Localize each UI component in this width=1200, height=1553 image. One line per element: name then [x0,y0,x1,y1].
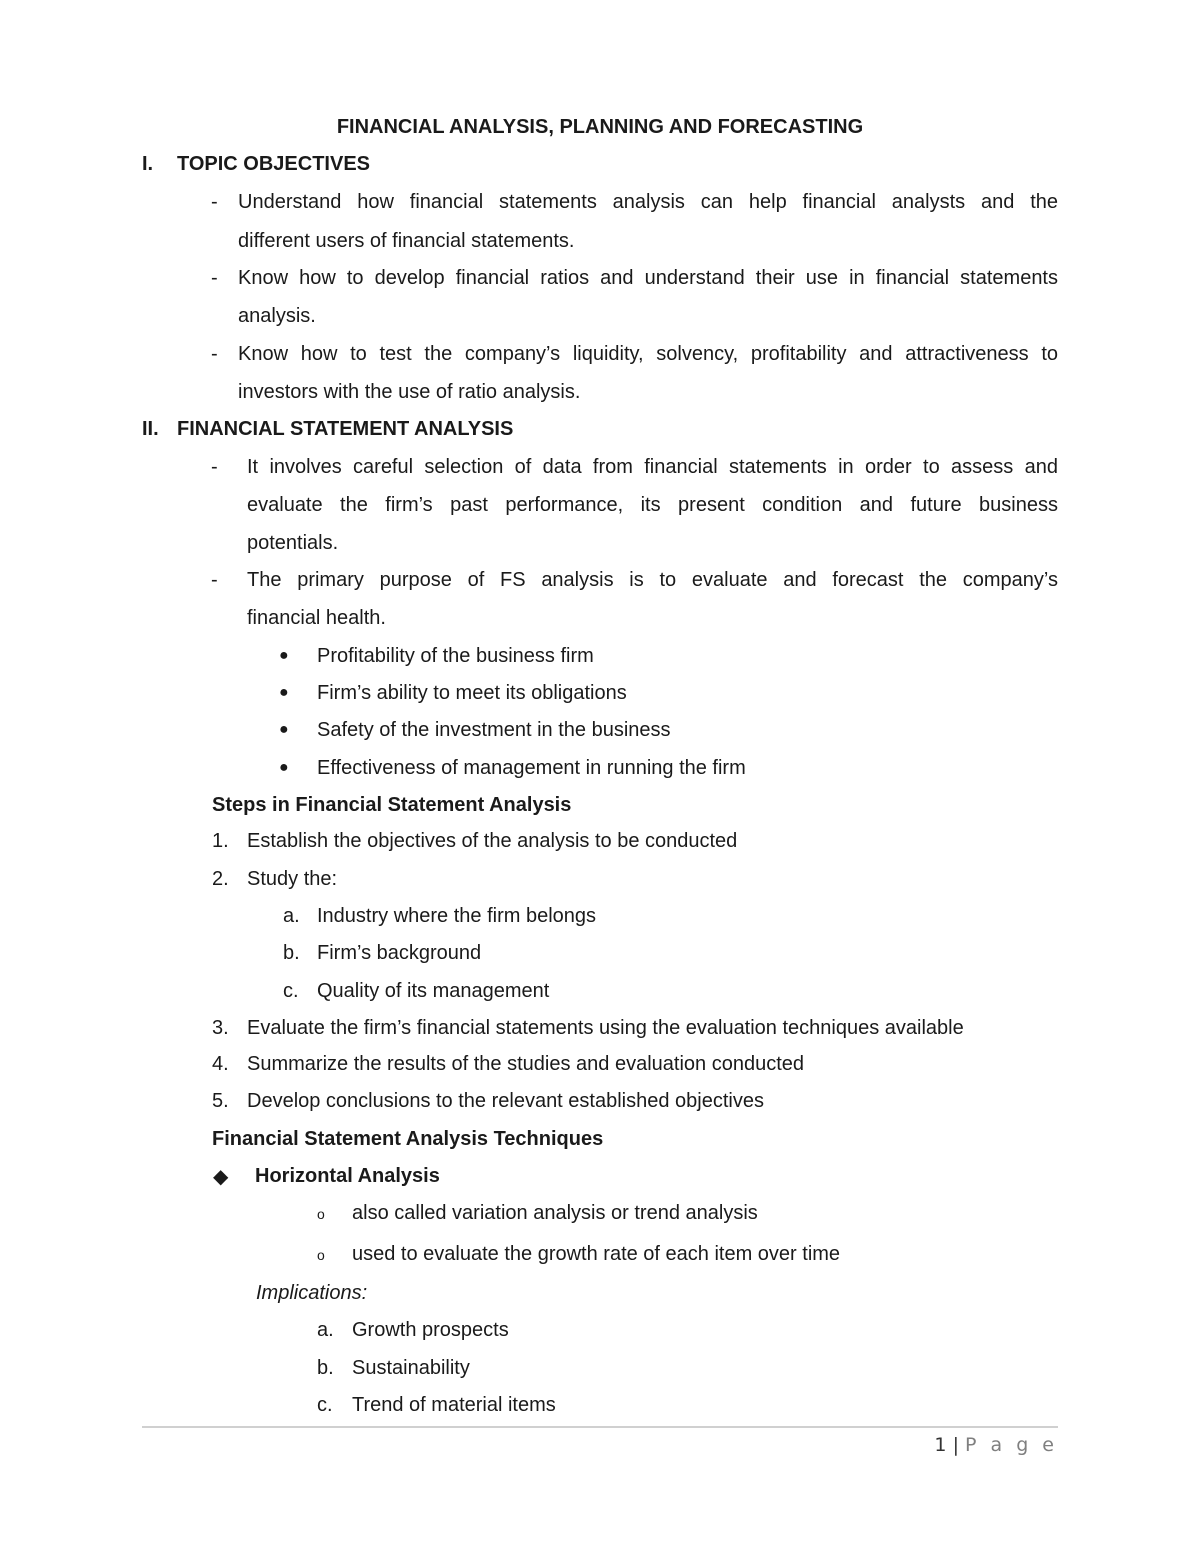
sub-step-marker: b. [283,942,300,964]
implication-marker: b. [317,1357,334,1379]
implication-text: Sustainability [352,1357,470,1379]
horizontal-analysis-heading: Horizontal Analysis [255,1165,440,1187]
bullet-dot-icon: ● [279,721,289,738]
step-number: 1. [212,830,229,852]
fsa-item1-line2: evaluate the firm’s past performance, its present condition and future business [247,494,1058,516]
document-title: FINANCIAL ANALYSIS, PLANNING AND FORECASTING [336,116,864,138]
fsa-item1-line1: It involves careful selection of data from financial statements in order to assess and [247,456,1058,478]
sub-step-marker: c. [283,980,299,1002]
section-1-number: I. [142,153,154,175]
bullet-item: Effectiveness of management in running the firm [317,757,746,779]
sub-step-text: Quality of its management [317,980,550,1002]
horizontal-point: also called variation analysis or trend analysis [352,1202,758,1224]
fsa-item2-line2: financial health. [247,607,386,629]
bullet-dot-icon: ● [279,647,289,664]
page-number: 1 [934,1434,947,1456]
bullet-dot-icon: ● [279,759,289,776]
diamond-bullet-icon: ◆ [213,1166,229,1188]
step-number: 2. [212,868,229,890]
objective-3-line1: Know how to test the company’s liquidity, solvency, profitability and attractiveness to [238,343,1058,365]
objective-1-line1: Understand how financial statements analysis can help financial analysts and the [238,191,1058,213]
circle-bullet-icon: o [317,1206,325,1222]
circle-bullet-icon: o [317,1247,325,1263]
bullet-dot-icon: ● [279,684,289,701]
dash-marker: - [211,343,218,365]
dash-marker: - [211,267,218,289]
step-2-text: Study the: [247,868,338,890]
sub-step-text: Firm’s background [317,942,482,964]
dash-marker: - [211,191,218,213]
objective-2-line2: analysis. [238,305,316,327]
step-number: 4. [212,1053,229,1075]
bullet-item: Safety of the investment in the business [317,719,671,741]
implication-text: Growth prospects [352,1319,509,1341]
objective-1-line2: different users of financial statements. [238,230,575,252]
implications-label: Implications: [256,1282,368,1304]
sub-step-marker: a. [283,905,300,927]
objective-2-line1: Know how to develop financial ratios and understand their use in financial statements [238,267,1058,289]
step-number: 3. [212,1017,229,1039]
dash-marker: - [211,456,218,478]
section-1-heading: TOPIC OBJECTIVES [177,153,371,175]
bullet-item: Firm’s ability to meet its obligations [317,682,627,704]
implication-marker: c. [317,1394,333,1416]
step-1-text: Establish the objectives of the analysis to be conducted [247,830,738,852]
implication-text: Trend of material items [352,1394,556,1416]
step-number: 5. [212,1090,229,1112]
page-separator: | [952,1434,959,1456]
dash-marker: - [211,569,218,591]
techniques-heading: Financial Statement Analysis Techniques [212,1128,604,1150]
step-5-text: Develop conclusions to the relevant established objectives [247,1090,764,1112]
page-label: P a g e [965,1434,1058,1456]
fsa-item1-line3: potentials. [247,532,339,554]
page-footer [934,1434,1058,1456]
implication-marker: a. [317,1319,334,1341]
step-4-text: Summarize the results of the studies and evaluation conducted [247,1053,804,1075]
step-3-text: Evaluate the firm’s financial statements using the evaluation techniques available [247,1017,964,1039]
objective-3-line2: investors with the use of ratio analysis. [238,381,581,403]
section-2-number: II. [142,418,159,440]
steps-heading: Steps in Financial Statement Analysis [212,794,572,816]
fsa-item2-line1: The primary purpose of FS analysis is to evaluate and forecast the company’s [247,569,1058,591]
horizontal-point: used to evaluate the growth rate of each item over time [352,1243,841,1265]
footer-divider [142,1426,1058,1428]
sub-step-text: Industry where the firm belongs [317,905,597,927]
section-2-heading: FINANCIAL STATEMENT ANALYSIS [177,418,514,440]
bullet-item: Profitability of the business firm [317,645,594,667]
